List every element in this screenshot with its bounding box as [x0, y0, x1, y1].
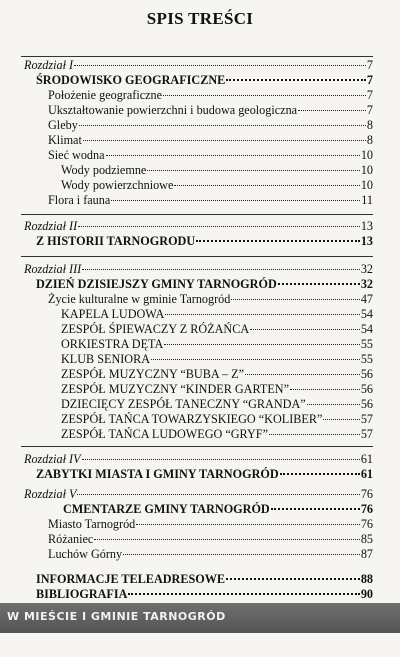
dot-leader	[307, 404, 360, 405]
toc-entry-title: Rozdział I	[24, 58, 74, 72]
toc-entry	[0, 103, 373, 118]
dot-leader	[271, 508, 360, 510]
toc-entry-page: 10	[360, 148, 373, 162]
dot-leader	[196, 240, 360, 242]
toc-entry-page: 47	[360, 292, 373, 306]
dot-leader	[151, 359, 360, 360]
toc-entry-page: 7	[366, 103, 373, 117]
toc-entry-title: Klimat	[48, 133, 82, 147]
toc-entry	[0, 193, 373, 208]
toc-entry-title: ZESPÓŁ TAŃCA LUDOWEGO “GRYF”	[61, 427, 268, 441]
toc-entry-title: Rozdział II	[24, 219, 78, 233]
toc-entry-page: 54	[360, 307, 373, 321]
toc-entry-page: 90	[360, 587, 373, 601]
dot-leader	[269, 434, 360, 435]
toc-entry-title: Flora i fauna	[48, 193, 111, 207]
toc-entry	[0, 88, 373, 103]
dot-leader	[78, 226, 360, 227]
toc-entry	[0, 163, 373, 178]
page-title: SPIS TREŚCI	[146, 9, 254, 28]
toc-entry-title: Położenie geograficzne	[48, 88, 163, 102]
toc-entry	[0, 148, 373, 163]
toc-entry	[0, 572, 373, 587]
separator-line	[21, 214, 373, 215]
toc-entry-title: Sieć wodna	[48, 148, 105, 162]
dot-leader	[128, 593, 359, 595]
dot-leader	[77, 494, 359, 495]
toc-entry	[0, 397, 373, 412]
toc-entry-page: 55	[360, 337, 373, 351]
toc-entry-title: ZABYTKI MIASTA I GMINY TARNOGRÓD	[36, 467, 279, 481]
dot-leader	[82, 459, 360, 460]
dot-leader	[136, 524, 360, 525]
toc-entry-title: CMENTARZE GMINY TARNOGRÓD	[63, 502, 270, 516]
toc-entry	[0, 532, 373, 547]
toc-entry	[0, 118, 373, 133]
dot-leader	[290, 389, 360, 390]
toc-entry-title: DZIECIĘCY ZESPÓŁ TANECZNY “GRANDA”	[61, 397, 306, 411]
dot-leader	[82, 269, 360, 270]
dot-leader	[250, 329, 360, 330]
dot-leader	[79, 125, 366, 126]
toc-entry-title: ORKIESTRA DĘTA	[61, 337, 164, 351]
toc-entry-title: ZESPÓŁ ŚPIEWACZY Z RÓŻAŃCA	[61, 322, 250, 336]
toc-entry	[0, 502, 373, 517]
toc-entry-page: 57	[360, 427, 373, 441]
toc-entry-title: Gleby	[48, 118, 78, 132]
toc-entry-title: ZESPÓŁ MUZYCZNY “KINDER GARTEN”	[61, 382, 289, 396]
dot-leader	[164, 344, 360, 345]
toc-entry-page: 10	[360, 163, 373, 177]
dot-leader	[83, 140, 366, 141]
dot-leader	[94, 539, 359, 540]
toc-entry-title: INFORMACJE TELEADRESOWE	[36, 572, 226, 586]
toc-entry	[0, 547, 373, 562]
toc-entry-page: 11	[361, 193, 373, 207]
toc-entry	[0, 367, 373, 382]
dot-leader	[163, 95, 366, 96]
dot-leader	[111, 200, 360, 201]
toc-entry-page: 76	[360, 487, 373, 501]
toc-entry	[0, 322, 373, 337]
footer-banner	[0, 603, 400, 633]
toc-entry-title: Rozdział V	[24, 487, 77, 501]
toc-entry-title: Wody podziemne	[61, 163, 147, 177]
toc-entry-page: 13	[360, 219, 373, 233]
toc-entry	[0, 219, 373, 234]
toc-entry-page: 32	[360, 277, 373, 291]
toc-entry-title: DZIEŃ DZISIEJSZY GMINY TARNOGRÓD	[36, 277, 277, 291]
toc-entry-page: 7	[366, 58, 373, 72]
toc-entry-page: 56	[360, 367, 373, 381]
toc-entry-page: 76	[360, 502, 373, 516]
toc-entry-page: 55	[360, 352, 373, 366]
dot-leader	[280, 473, 360, 475]
toc-entry	[0, 133, 373, 148]
toc-entry	[0, 58, 373, 73]
toc-entry	[0, 412, 373, 427]
dot-leader	[226, 578, 360, 580]
toc-entry-title: Z HISTORII TARNOGRODU	[36, 234, 196, 248]
toc-entry-page: 54	[360, 322, 373, 336]
bottom-margin	[0, 633, 400, 657]
toc-entry	[0, 382, 373, 397]
toc-entry	[0, 73, 373, 88]
toc-entry	[0, 234, 373, 249]
toc-entry-page: 8	[366, 118, 373, 132]
dot-leader	[323, 419, 359, 420]
dot-leader	[147, 170, 359, 171]
toc-entry-title: Rozdział III	[24, 262, 82, 276]
toc-entry-page: 8	[366, 133, 373, 147]
toc-entry-title: Wody powierzchniowe	[61, 178, 174, 192]
toc-entry	[0, 307, 373, 322]
toc-entry-page: 7	[366, 88, 373, 102]
dot-leader	[298, 110, 366, 111]
toc-entry-title: ŚRODOWISKO GEOGRAFICZNE	[36, 73, 226, 87]
toc-entry	[0, 487, 373, 502]
toc-entry	[0, 178, 373, 193]
toc-entry-page: 56	[360, 382, 373, 396]
toc-entry-title: Różaniec	[48, 532, 94, 546]
toc-entry	[0, 517, 373, 532]
dot-leader	[231, 299, 359, 300]
dot-leader	[226, 79, 366, 81]
toc-entry	[0, 277, 373, 292]
toc-entry-title: KAPELA LUDOWA	[61, 307, 165, 321]
dot-leader	[245, 374, 360, 375]
toc-entry-page: 57	[360, 412, 373, 426]
toc-entry-page: 61	[360, 467, 373, 481]
toc-entry-title: Życie kulturalne w gminie Tarnogród	[48, 292, 231, 306]
toc-entry-page: 7	[366, 73, 373, 87]
toc-entry	[0, 427, 373, 442]
toc-entry-page: 61	[360, 452, 373, 466]
toc-entry-page: 10	[360, 178, 373, 192]
toc-entry-page: 88	[360, 572, 373, 586]
separator-line	[21, 256, 373, 257]
toc-entry-page: 13	[360, 234, 373, 248]
toc-entry-page: 85	[360, 532, 373, 546]
toc-entry	[0, 352, 373, 367]
dot-leader	[123, 554, 360, 555]
toc-entry-title: Ukształtowanie powierzchni i budowa geologiczna	[48, 103, 298, 117]
dot-leader	[174, 185, 359, 186]
toc-entry-title: Rozdział IV	[24, 452, 81, 466]
toc-entry	[0, 292, 373, 307]
dot-leader	[165, 314, 360, 315]
toc-entry-page: 56	[360, 397, 373, 411]
toc-entry-title: Miasto Tarnogród	[48, 517, 136, 531]
toc-entry	[0, 452, 373, 467]
dot-leader	[278, 283, 360, 285]
toc-entry	[0, 587, 373, 602]
dot-leader	[106, 155, 360, 156]
toc-entry-title: BIBLIOGRAFIA	[36, 587, 128, 601]
dot-leader	[74, 65, 366, 66]
toc-entry-title: ZESPÓŁ MUZYCZNY “BUBA – Z”	[61, 367, 245, 381]
toc-entry-page: 76	[360, 517, 373, 531]
toc-entry-title: Luchów Górny	[48, 547, 123, 561]
toc-entry-page: 32	[360, 262, 373, 276]
separator-line	[21, 56, 373, 57]
toc-entry	[0, 467, 373, 482]
toc-entry-title: KLUB SENIORA	[61, 352, 151, 366]
toc-entry-page: 87	[360, 547, 373, 561]
toc-entry	[0, 262, 373, 277]
toc-entry	[0, 337, 373, 352]
toc-entry-title: ZESPÓŁ TAŃCA TOWARZYSKIEGO “KOLIBER”	[61, 412, 323, 426]
separator-line	[21, 446, 373, 447]
footer-text: W MIEŚCIE I GMINIE TARNOGRÓD	[7, 610, 226, 623]
